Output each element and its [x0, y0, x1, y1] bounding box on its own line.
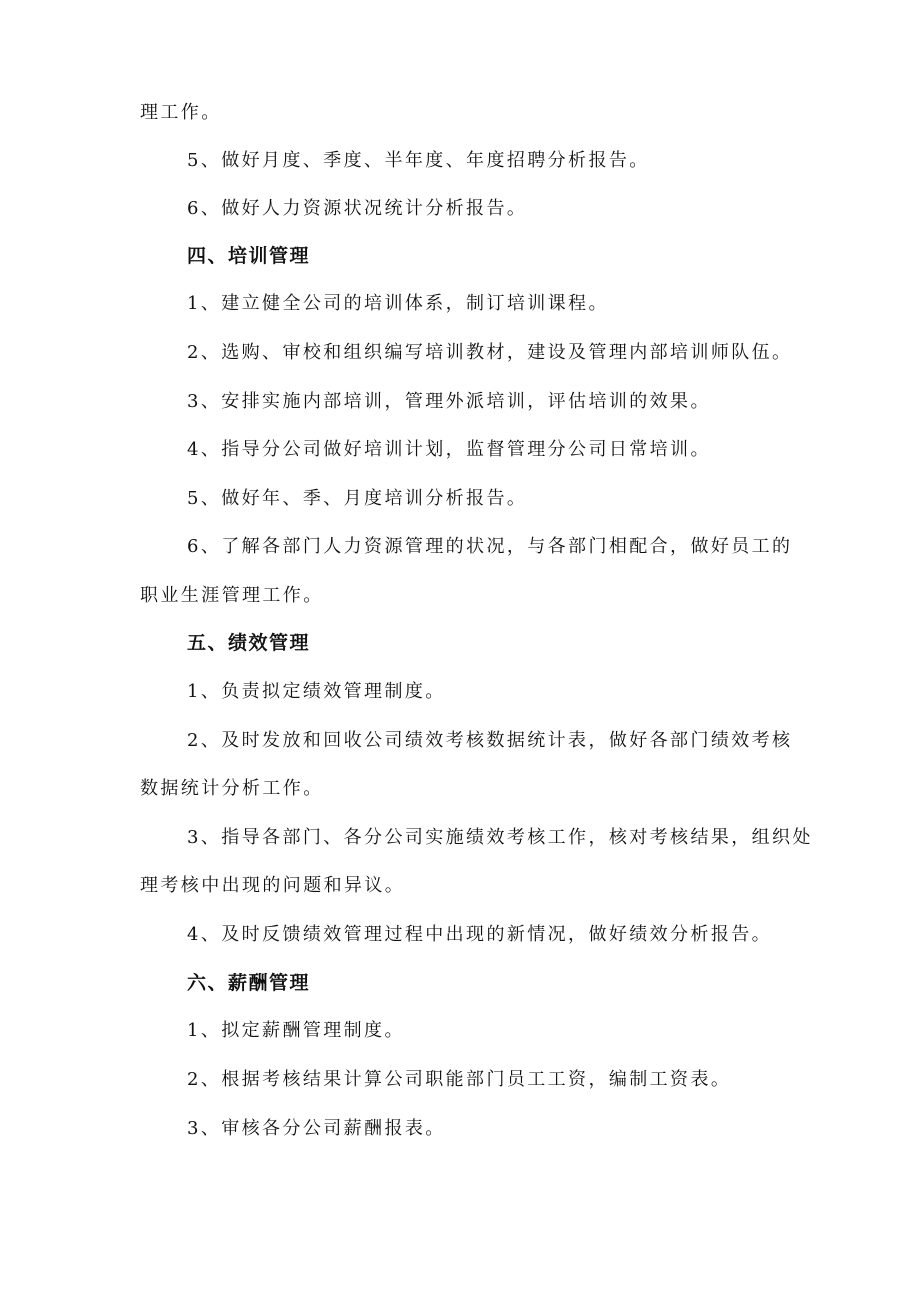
list-item: 1、建立健全公司的培训体系，制订培训课程。	[187, 293, 609, 314]
list-item: 1、负责拟定绩效管理制度。	[187, 681, 446, 702]
list-item: 6、做好人力资源状况统计分析报告。	[187, 198, 528, 219]
list-item: 2、及时发放和回收公司绩效考核数据统计表，做好各部门绩效考核	[187, 730, 793, 751]
list-item: 3、安排实施内部培训，管理外派培训，评估培训的效果。	[187, 391, 711, 412]
list-item: 5、做好月度、季度、半年度、年度招聘分析报告。	[187, 150, 650, 171]
list-item: 6、了解各部门人力资源管理的状况，与各部门相配合，做好员工的	[187, 536, 793, 557]
section-heading: 五、绩效管理	[187, 632, 311, 654]
list-item: 2、选购、审校和组织编写培训教材，建设及管理内部培训师队伍。	[187, 342, 793, 363]
list-item: 2、根据考核结果计算公司职能部门员工工资，编制工资表。	[187, 1069, 732, 1090]
list-item: 4、指导分公司做好培训计划，监督管理分公司日常培训。	[187, 439, 711, 460]
section-heading: 六、薪酬管理	[187, 972, 311, 994]
list-item: 4、及时反馈绩效管理过程中出现的新情况，做好绩效分析报告。	[187, 924, 773, 945]
paragraph-continuation: 职业生涯管理工作。	[140, 585, 324, 606]
paragraph-continuation: 数据统计分析工作。	[140, 778, 324, 799]
list-item: 3、指导各部门、各分公司实施绩效考核工作，核对考核结果，组织处	[187, 827, 813, 848]
paragraph-continuation: 理工作。	[140, 102, 222, 123]
paragraph-continuation: 理考核中出现的问题和异议。	[140, 875, 406, 896]
list-item: 3、审核各分公司薪酬报表。	[187, 1118, 446, 1139]
section-heading: 四、培训管理	[187, 245, 311, 267]
list-item: 5、做好年、季、月度培训分析报告。	[187, 488, 528, 509]
list-item: 1、拟定薪酬管理制度。	[187, 1020, 405, 1041]
